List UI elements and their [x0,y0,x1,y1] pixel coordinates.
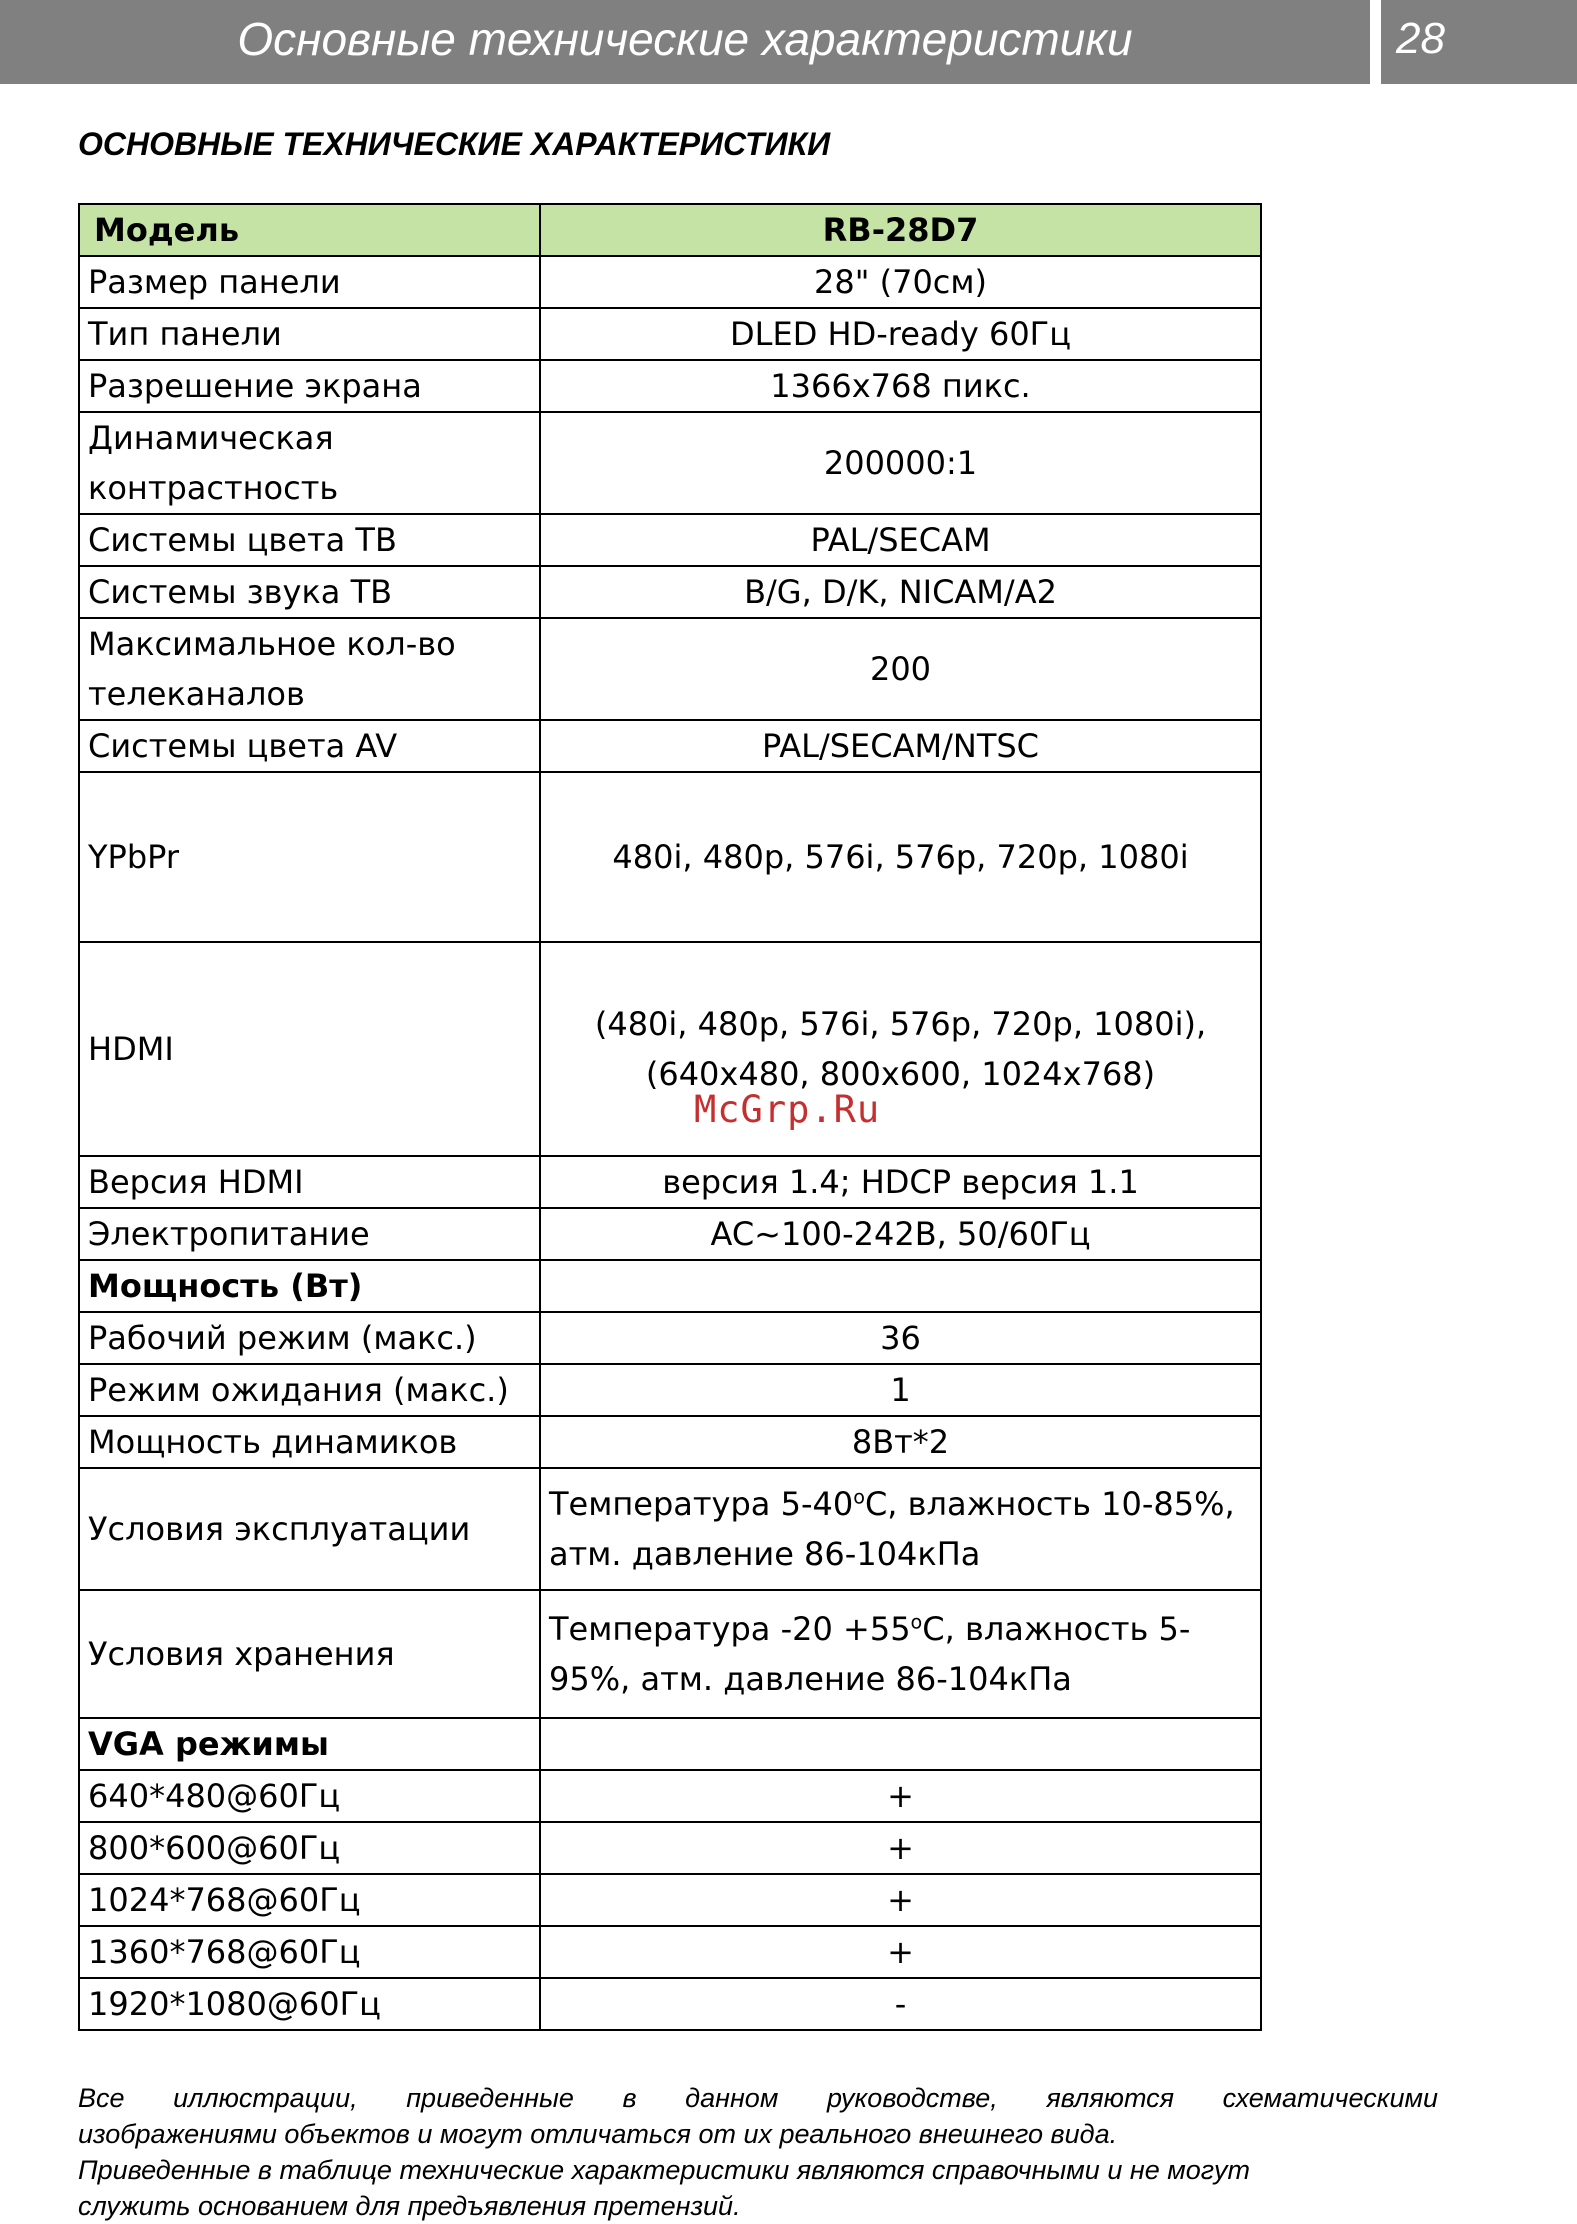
table-row [79,1364,1261,1416]
footnote-line: изображениями объектов и могут отличаться от их реального внешнего вида. [78,2119,1118,2149]
table-row [79,566,1261,618]
row-value: PAL/SECAM/NTSC [540,720,1261,772]
footnote-line: служить основанием для предъявления претензий. [78,2191,741,2221]
table-row [79,360,1261,412]
row-label: Размер панели [79,256,540,308]
header-label: Модель [79,204,540,256]
row-value-line: атм. давление 86-104кПа [549,1535,981,1573]
row-value: 8Вт*2 [540,1416,1261,1468]
row-label: Системы звука ТВ [79,566,540,618]
row-value: + [540,1770,1261,1822]
row-value: 1 [540,1364,1261,1416]
row-value: версия 1.4; HDCP версия 1.1 [540,1156,1261,1208]
table-row [79,1718,1261,1770]
row-value: PAL/SECAM [540,514,1261,566]
row-value: 36 [540,1312,1261,1364]
row-value: B/G, D/K, NICAM/A2 [540,566,1261,618]
table-row [79,1468,1261,1590]
row-label: 1360*768@60Гц [79,1926,540,1978]
table-row [79,772,1261,942]
header-value: RB-28D7 [540,204,1261,256]
row-value: DLED HD-ready 60Гц [540,308,1261,360]
degree-mark: o [853,1485,865,1509]
row-value [540,1590,1261,1718]
row-value [540,1718,1261,1770]
header-title: Основные технические характеристики [237,13,1133,65]
row-label [79,412,540,514]
row-value: AC~100-242B, 50/60Гц [540,1208,1261,1260]
table-row [79,1312,1261,1364]
row-value [540,1260,1261,1312]
row-label: Рабочий режим (макс.) [79,1312,540,1364]
row-label: Системы цвета ТВ [79,514,540,566]
row-value-text: C, влажность 5- [922,1610,1191,1648]
table-header-row [79,204,1261,256]
row-value: + [540,1926,1261,1978]
row-value: + [540,1822,1261,1874]
row-label: Мощность динамиков [79,1416,540,1468]
row-label: 800*600@60Гц [79,1822,540,1874]
row-value [540,942,1261,1156]
row-value-line: (640x480, 800x600, 1024x768) [645,1055,1156,1093]
row-label: Версия HDMI [79,1156,540,1208]
row-label: VGA режимы [79,1718,540,1770]
table-row [79,1978,1261,2030]
row-label [79,618,540,720]
row-value: 480i, 480p, 576i, 576p, 720p, 1080i [540,772,1261,942]
table-row [79,720,1261,772]
table-row [79,1416,1261,1468]
row-value-text: Температура 5-40 [549,1485,854,1523]
degree-mark: o [910,1610,923,1634]
row-label: 640*480@60Гц [79,1770,540,1822]
table-row [79,514,1261,566]
table-row [79,308,1261,360]
row-value-line: 95%, атм. давление 86-104кПа [549,1660,1072,1698]
spec-table [78,203,1262,2031]
row-value-text: C, влажность 10-85%, [864,1485,1235,1523]
table-row [79,618,1261,720]
table-row [79,1208,1261,1260]
table-row [79,1926,1261,1978]
table-row [79,1260,1261,1312]
footnote [78,2080,1438,2224]
row-label: Мощность (Вт) [79,1260,540,1312]
row-value [540,1468,1261,1590]
row-value: + [540,1874,1261,1926]
row-label-line: контрастность [88,469,339,507]
document-heading: ОСНОВНЫЕ ТЕХНИЧЕСКИЕ ХАРАКТЕРИСТИКИ [78,126,831,162]
row-value: 1366x768 пикс. [540,360,1261,412]
row-value: 28" (70см) [540,256,1261,308]
table-row [79,1822,1261,1874]
table-row [79,1770,1261,1822]
footnote-line: Приведенные в таблице технические характеристики являются справочными и не могут [78,2155,1251,2185]
table-row [79,412,1261,514]
table-row [79,256,1261,308]
row-label-line: телеканалов [88,675,305,713]
table-row [79,1874,1261,1926]
watermark: McGrp.Ru [694,1088,881,1131]
row-value: - [540,1978,1261,2030]
row-label: Режим ожидания (макс.) [79,1364,540,1416]
row-label-line: Максимальное кол-во [88,625,456,663]
row-label: YPbPr [79,772,540,942]
row-label: HDMI [79,942,540,1156]
row-value-line: (480i, 480p, 576i, 576p, 720p, 1080i), [594,1005,1207,1043]
row-value: 200000:1 [540,412,1261,514]
row-label: Разрешение экрана [79,360,540,412]
page-number: 28 [1396,14,1445,63]
table-row [79,1590,1261,1718]
row-label: 1024*768@60Гц [79,1874,540,1926]
table-row [79,942,1261,1156]
row-value: 200 [540,618,1261,720]
row-label: Условия эксплуатации [79,1468,540,1590]
row-label-line: Динамическая [88,419,334,457]
table-row [79,1156,1261,1208]
row-label: Условия хранения [79,1590,540,1718]
row-label: Тип панели [79,308,540,360]
row-label: 1920*1080@60Гц [79,1978,540,2030]
row-value-text: Температура -20 +55 [549,1610,911,1648]
row-label: Системы цвета AV [79,720,540,772]
footnote-line: Все иллюстрации, приведенные в данном руководстве, являются схематическими [78,2083,1438,2113]
row-label: Электропитание [79,1208,540,1260]
